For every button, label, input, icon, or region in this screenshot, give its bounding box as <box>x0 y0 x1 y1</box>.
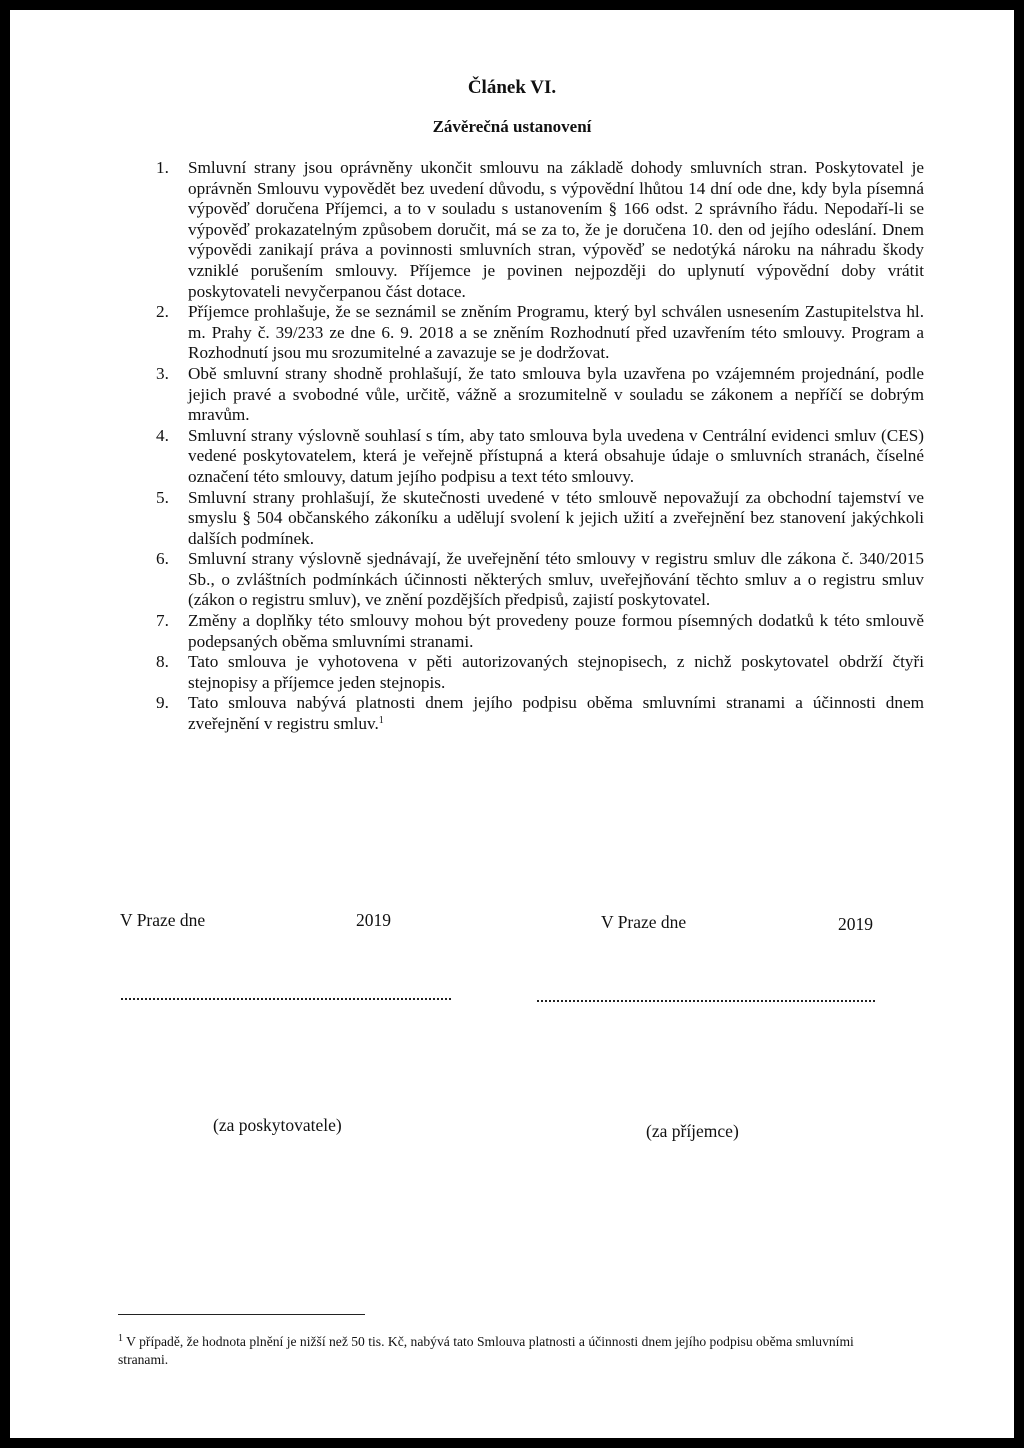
clause-number: 3. <box>156 363 169 383</box>
footnote-text: V případě, že hodnota plnění je nižší než 50 tis. Kč, nabývá tato Smlouva platnosti a účinnosti dnem jejího podpisu oběma smluvními stranami. <box>118 1334 854 1367</box>
clause-number: 7. <box>156 611 169 631</box>
clause-5 <box>156 488 924 550</box>
clause-number: 1. <box>156 158 169 177</box>
clause-3 <box>156 364 924 426</box>
clause-6 <box>156 549 924 611</box>
footnote-reference[interactable]: 1 <box>378 715 384 727</box>
clause-1 <box>156 158 924 302</box>
clause-8 <box>156 652 924 693</box>
article-subtitle: Závěrečná ustanovení <box>432 117 592 136</box>
signature-place-right: V Praze dne <box>601 912 687 932</box>
clause-number: 9. <box>156 693 169 713</box>
clause-text: Změny a doplňky této smlouvy mohou být provedeny pouze formou písemných dodatků k této smlouvě podepsaných oběma smluvními stranami. <box>188 611 924 651</box>
clause-text: Obě smluvní strany shodně prohlašují, že tato smlouva byla uzavřena po vzájemném projednání, podle jejich pravé a svobodné vůle, určitě, vážně a srozumitelně v souladu se zákonem a nepříčí se dobrým mravům. <box>188 363 924 425</box>
signature-line-left <box>121 998 451 1000</box>
footnote <box>118 1333 898 1369</box>
clause-number: 8. <box>156 652 169 672</box>
clause-number: 5. <box>156 487 169 507</box>
clause-text: Tato smlouva je vyhotovena v pěti autorizovaných stejnopisech, z nichž poskytovatel obdrží čtyři stejnopisy a příjemce jeden stejnopis. <box>188 652 924 692</box>
article-title: Článek VI. <box>467 77 557 98</box>
clause-9-body: Tato smlouva nabývá platnosti dnem jejího podpisu oběma smluvními stranami a účinnosti dnem zveřejnění v registru smluv. <box>188 693 924 734</box>
clause-text: Smluvní strany jsou oprávněny ukončit smlouvu na základě dohody smluvních stran. Poskytovatel je oprávněn Smlouvu vypovědět bez uvedení důvodu, s výpovědní lhůtou 14 dní ode dne, kdy byla písemná výpověď doručena Příjemci, a to v souladu s ustanovením § 166 odst. 2 správního řádu. Nepodaří-li se výpověď prokazatelným způsobem doručit, má se za to, že je doručena 10. den od jejího odeslání. Dnem výpovědi zanikají práva a povinnosti smluvních stran, výpověď se nedotýká nároku na náhradu škody vzniklé porušením smlouvy. Příjemce je povinen nejpozději do uplynutí výpovědní doby vrátit poskytovateli nevyčerpanou část dotace. <box>188 158 924 301</box>
signature-line-right <box>537 1000 875 1002</box>
clause-2 <box>156 302 924 364</box>
clause-text: Příjemce prohlašuje, že se seznámil se zněním Programu, který byl schválen usnesením Zastupitelstva hl. m. Prahy č. 39/233 ze dne 6. 9. 2018 a se zněním Rozhodnutí před uzavřením této smlouvy. Program a Rozhodnutí jsou mu srozumitelné a zavazuje se je dodržovat. <box>188 302 924 363</box>
signature-year-left: 2019 <box>356 910 391 930</box>
signature-place-left: V Praze dne <box>120 910 206 930</box>
clause-text: Smluvní strany prohlašují, že skutečnosti uvedené v této smlouvě nepovažují za obchodní tajemství ve smyslu § 504 občanského zákoníku a udělují svolení k jejich užití a zveřejnění bez stanovení jakýchkoli dalších podmínek. <box>188 487 924 548</box>
footnote-separator <box>118 1314 365 1315</box>
clause-7 <box>156 611 924 652</box>
clause-9 <box>156 693 924 734</box>
clause-text <box>188 693 924 734</box>
footnote-mark: 1 <box>118 1333 123 1344</box>
clause-text: Smluvní strany výslovně sjednávají, že uveřejnění této smlouvy v registru smluv dle zákona č. 340/2015 Sb., o zvláštních podmínkách účinnosti některých smluv, uveřejňování těchto smluv a o registru smluv (zákon o registru smluv), ve znění pozdějších předpisů, zajistí poskytovatel. <box>188 549 924 610</box>
clause-text: Smluvní strany výslovně souhlasí s tím, aby tato smlouva byla uvedena v Centrální evidenci smluv (CES) vedené poskytovatelem, která je veřejně přístupná a která obsahuje údaje o smluvních stranách, číselné označení této smlouvy, datum jejího podpisu a text této smlouvy. <box>188 425 924 486</box>
clause-number: 4. <box>156 425 169 445</box>
clause-4 <box>156 426 924 488</box>
clause-number: 2. <box>156 302 169 322</box>
clause-list <box>156 158 924 735</box>
signature-caption-left: (za poskytovatele) <box>213 1115 342 1135</box>
signature-year-right: 2019 <box>838 914 873 934</box>
signature-caption-right: (za příjemce) <box>646 1121 739 1141</box>
clause-number: 6. <box>156 549 169 569</box>
